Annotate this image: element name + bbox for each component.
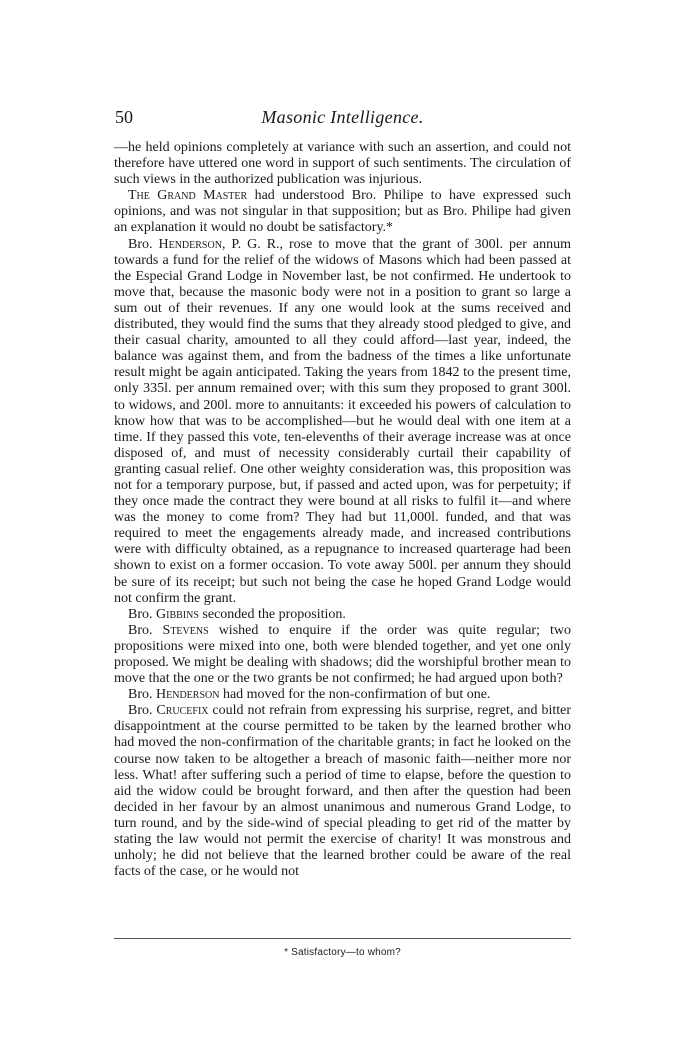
running-title: Masonic Intelligence.	[261, 107, 424, 127]
paragraph: Bro. Henderson, P. G. R., rose to move that the grant of 300l. per annum towards a fund for the relief of the widows of Masons which had been passed at the Especial Grand Lodge in November last, be not confirmed. He undertook to move that, because the masonic body were not in a position to grant so large a sum out of their revenues. If any one would look at the sums received and distributed, they would find the sums that they already stood pledged to give, and their casual charity, amounted to all they could afford—last year, indeed, the balance was against them, and from the badness of the times a like unfortunate result might be again anticipated. Taking the years from 1842 to the present time, only 335l. per annum remained over; with this sum they proposed to grant 300l. to widows, and 200l. more to annuitants: it exceeded his powers of calculation to know how that was to be accomplished—but he would deal with one item at a time. If they passed this vote, ten-elevenths of their average increase was at once disposed of, and must of necessity considerably curtail their capability of granting casual relief. One other weighty consideration was, this proposition was not for a temporary purpose, but, if passed and acted upon, was for perpetuity; if they once made the contract they were bound at all risks to fulfil it—and where was the money to come from? They had but 11,000l. funded, and that was required to meet the engagements already made, and increased contributions were with difficulty obtained, as a repugnance to increased quarterage had been shown to exist on a former occasion. To vote away 500l. per annum they should be sure of its receipt; but such not being the case he hoped Grand Lodge would not confirm the grant.	[114, 236, 571, 606]
page-header	[115, 107, 570, 131]
footnote: * Satisfactory—to whom?	[284, 947, 401, 958]
speaker-name: Henderson	[156, 687, 220, 703]
speaker-name: Henderson	[158, 236, 222, 252]
body-text	[114, 140, 571, 880]
page-number: 50	[115, 107, 133, 127]
paragraph: —he held opinions completely at variance with such an assertion, and could not therefore have uttered one word in support of such sentiments. The circulation of such views in the authorized publication was injurious.	[114, 140, 571, 188]
speaker-name: Stevens	[162, 622, 209, 638]
speaker-name: Gibbins	[156, 606, 199, 622]
paragraph: Bro. Henderson had moved for the non-confirmation of but one.	[128, 687, 491, 703]
paragraph: The Grand Master had understood Bro. Philipe to have expressed such opinions, and was not singular in that supposition; but as Bro. Philipe had given an explanation it would no doubt be satisfactory.*	[114, 188, 571, 236]
speaker-name: The Grand Master	[128, 188, 248, 204]
paragraph: Bro. Crucefix could not refrain from expressing his surprise, regret, and bitter disappointment at the course permitted to be taken by the learned brother who had moved the non-confirmation of the charitable grants; in fact he looked on the course now taken to be altogether a breach of masonic faith—neither more nor less. What! after suffering such a period of time to elapse, before the question to aid the widow could be brought forward, and then after the question had been decided in her favour by an almost unanimous and numerous Grand Lodge, to turn round, and by the side-wind of special pleading to get rid of the matter by stating the law would not permit the exercise of charity! It was monstrous and unholy; he did not believe that the learned brother could be aware of the real facts of the case, or he would not	[114, 703, 572, 880]
paragraph: Bro. Stevens wished to enquire if the order was quite regular; two propositions were mixed into one, both were blended together, and yet one only proposed. We might be dealing with shadows; did the worshipful brother mean to move that the one or the two grants be not confirmed; he had argued upon both?	[114, 622, 571, 687]
paragraph: Bro. Gibbins seconded the proposition.	[128, 606, 346, 622]
footnote-divider	[114, 938, 571, 939]
speaker-name: Crucefix	[156, 703, 209, 719]
